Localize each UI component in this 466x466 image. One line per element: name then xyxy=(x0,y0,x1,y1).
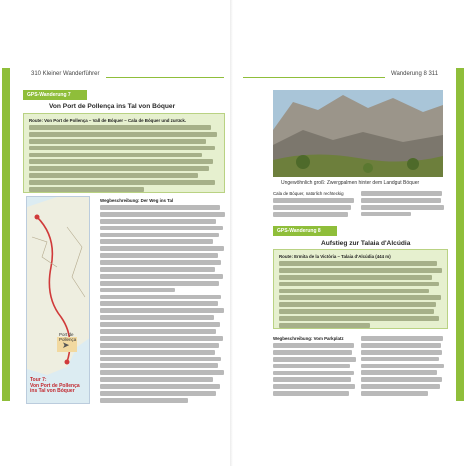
continued-text-col-2 xyxy=(361,191,445,223)
body-8-lead: Wegbeschreibung: Vom Parkplatz xyxy=(273,336,344,341)
map-label-line-3: ins Tal von Bóquer xyxy=(30,388,75,394)
body-7-lead: Wegbeschreibung: Der Weg ins Tal xyxy=(100,198,174,203)
right-page-header: Wanderung 8 311 xyxy=(391,71,439,77)
tour-8-body-col-1 xyxy=(273,336,357,404)
left-margin-bar xyxy=(2,68,10,401)
continued-text-col-1 xyxy=(273,191,356,223)
tour-8-title: Aufstieg zur Talaia d'Alcúdia xyxy=(321,240,411,247)
info-box-8-text xyxy=(279,254,444,330)
map-place-label: Port de Pollença xyxy=(59,332,77,342)
tour-8-body-col-2 xyxy=(361,336,445,404)
map-label-line-2: Von Port de Pollença xyxy=(30,382,80,389)
left-page-header: 310 Kleiner Wanderführer xyxy=(31,71,100,77)
info-box-7-text xyxy=(29,118,221,194)
map-label-line-1: Tour 7: xyxy=(30,377,47,383)
tour-8-info-box xyxy=(273,249,448,329)
map-tour-label xyxy=(30,378,80,395)
photo-caption: Ungewöhnlich groß: Zwergpalmen hinter dem Landgut Bóquer xyxy=(281,180,420,186)
tour-7-title: Von Port de Pollença ins Tal von Bóquer xyxy=(49,103,176,110)
tour-7-info-box xyxy=(23,113,225,193)
info-box-7-lead: Route: Von Port de Pollença – Vall de Bóquer – Cala de Bóquer und zurück. xyxy=(29,118,187,123)
gps-tag-8: GPS-Wanderung 8 xyxy=(273,226,337,236)
right-header-rule xyxy=(243,77,385,78)
left-header-rule xyxy=(106,77,224,78)
right-margin-bar xyxy=(456,68,464,401)
tour-7-body-text xyxy=(100,198,225,404)
body-8-cont-lead: Cala de Bóquer, natürlich rechteckig xyxy=(273,191,344,196)
gps-tag-7: GPS-Wanderung 7 xyxy=(23,90,87,100)
info-box-8-lead: Route: Ermita de la Victòria – Talaia d'Alcúdia (444 m) xyxy=(279,254,391,259)
tour-7-map xyxy=(26,196,90,404)
right-page xyxy=(233,0,466,466)
compass-icon: ➤ xyxy=(62,340,70,350)
landscape-photo xyxy=(273,90,443,177)
